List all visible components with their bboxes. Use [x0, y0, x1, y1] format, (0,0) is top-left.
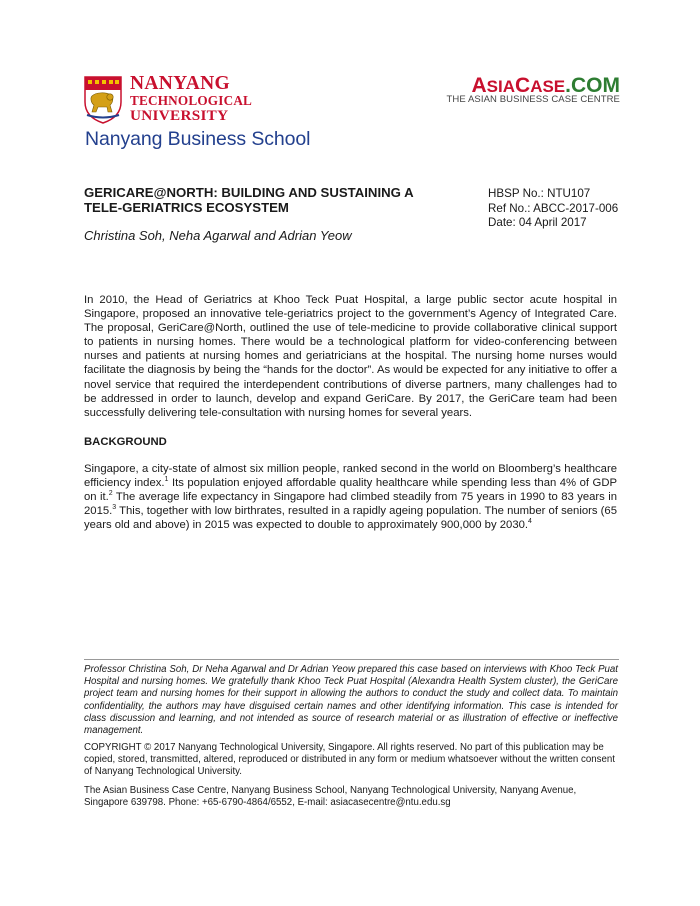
footnote-ref-3[interactable]: 3 — [112, 504, 117, 512]
ntu-wordmark-line3: UNIVERSITY — [130, 107, 229, 124]
ntu-wordmark-line1: NANYANG — [130, 73, 230, 94]
ntu-crest-icon — [84, 76, 122, 124]
business-school-name: Nanyang Business School — [85, 128, 311, 150]
asiacase-letters-ase: ASE — [530, 77, 566, 96]
intro-paragraph: In 2010, the Head of Geriatrics at Khoo Teck Puat Hospital, a large public sector acute hospital in Singapore, proposed an innovative tele-geriatrics project to the government’s Agency of Integrated Care. The proposal, GeriCare@North, outlined the use of tele-medicine to provide collaborative clinical support to patients in nursing homes. There would be a technological platform for video-conferencing between nurses and patients at nursing homes and geriatricians at the hospital. The nursing home nurses would facilitate the diagnosis by being the “hands for the doctor”. As would be expected for any initiative to offer a novel service that required the interdependent contributions of diverse partners, many challenges had to be addressed in order to launch, develop and expand GeriCare. By 2017, the GeriCare team had been successfully delivering tele-consultation with nursing homes for several years. — [84, 294, 617, 419]
case-authors: Christina Soh, Neha Agarwal and Adrian Yeow — [84, 228, 352, 243]
ntu-wordmark-line2: TECHNOLOGICAL — [130, 93, 253, 108]
background-paragraph — [84, 462, 617, 532]
case-date: Date: 04 April 2017 — [488, 216, 587, 229]
asiacase-com: COM — [571, 74, 620, 97]
footnote-ref-1[interactable]: 1 — [164, 476, 169, 484]
footnote-ref-2[interactable]: 2 — [108, 490, 113, 498]
asiacase-subtitle: THE ASIAN BUSINESS CASE CENTRE — [446, 94, 620, 105]
background-heading: BACKGROUND — [84, 436, 167, 448]
case-title: GERICARE@NORTH: BUILDING AND SUSTAINING A TELE-GERIATRICS ECOSYSTEM — [84, 185, 414, 215]
ntu-logo — [84, 73, 311, 156]
background-sentence-3: The average life expectancy in Singapore had climbed steadily from 75 years in 1990 to 83 years in 2015. — [84, 491, 618, 518]
contact-address: The Asian Business Case Centre, Nanyang Business School, Nanyang Technological University, Nanyang Avenue, Singapore 639798. Phone: +65-6790-4864/6552, E-mail: asiacasecentre@ntu.edu.sg — [84, 785, 577, 809]
authors-note: Professor Christina Soh, Dr Neha Agarwal and Dr Adrian Yeow prepared this case based on interviews with Khoo Teck Puat Hospital and nursing homes. We gratefully thank Khoo Teck Puat Hospital (Alexandra Health System cluster), the GeriCare project team and nursing homes for their support in allowing the authors to conduct the study and collect data. To maintain confidentiality, the authors may have disguised certain names and other identifying information. This case is intended for class discussion and learning, and not intended as source of research material or as illustration of effective or ineffective management. — [84, 664, 618, 737]
copyright-notice: COPYRIGHT © 2017 Nanyang Technological University, Singapore. All rights reserved. No part of this publication may be copied, stored, transmitted, altered, reproduced or distributed in any form or medium whatsoever without the written consent of Nanyang Technological University. — [84, 742, 615, 778]
footer-divider — [84, 659, 619, 660]
footnote-ref-4[interactable]: 4 — [528, 518, 532, 526]
asiacase-logo — [440, 76, 620, 110]
background-sentence-2: Its population enjoyed affordable quality healthcare while spending less than 4% of GDP on it. — [84, 477, 618, 504]
case-meta — [488, 187, 618, 231]
hbsp-number: HBSP No.: NTU107 — [488, 187, 591, 200]
asiacase-dot: . — [565, 74, 571, 97]
asiacase-letter-c: C — [515, 74, 531, 97]
ref-number: Ref No.: ABCC-2017-006 — [488, 201, 619, 215]
background-sentence-1: Singapore, a city-state of almost six million people, ranked second in the world on Bloomberg’s healthcare efficiency index. — [84, 463, 617, 490]
background-sentence-4: This, together with low birthrates, resulted in a rapidly ageing population. The number of seniors (65 years old and above) in 2015 was expected to double to approximately 900,000 by 2030. — [84, 505, 617, 532]
asiacase-letters-sia: SIA — [486, 77, 516, 96]
asiacase-letter-a: A — [471, 74, 487, 97]
